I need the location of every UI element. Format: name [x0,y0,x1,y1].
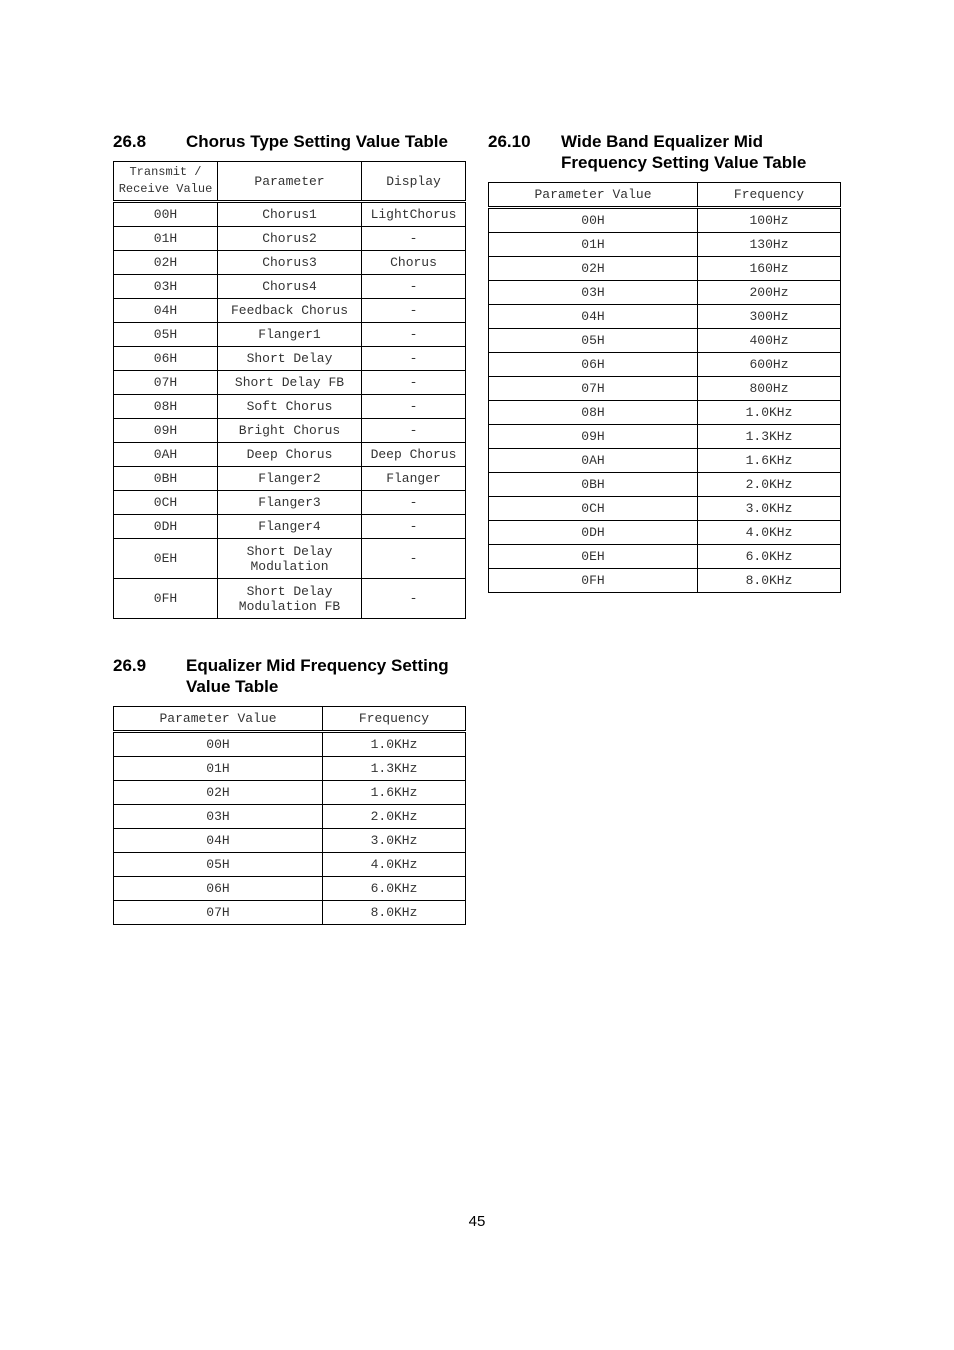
page-number: 45 [468,1213,486,1230]
frequency-cell: 1.3KHz [323,757,466,781]
frequency-cell: 3.0KHz [698,497,841,521]
table-row [114,299,466,323]
table-row [489,233,841,257]
value-cell: 07H [114,901,323,925]
table-row [114,579,466,619]
table-row [114,732,466,757]
frequency-cell: 6.0KHz [698,545,841,569]
frequency-cell: 1.3KHz [698,425,841,449]
wide-eq-section-heading [488,131,848,173]
value-cell: 05H [114,323,218,347]
frequency-cell: 6.0KHz [323,877,466,901]
table-row [114,901,466,925]
header-display: Display [362,162,466,202]
parameter-cell: Short Delay FB [218,371,362,395]
header-parameter-value: Parameter Value [489,183,698,208]
display-cell: - [362,395,466,419]
value-cell: 06H [114,347,218,371]
value-cell: 00H [489,208,698,233]
table-row [114,251,466,275]
table-row [489,329,841,353]
value-cell: 06H [114,877,323,901]
header-value-line1: Transmit / [129,165,202,179]
table-row [114,227,466,251]
value-cell: 0BH [114,467,218,491]
table-row [114,395,466,419]
value-cell: 08H [114,395,218,419]
section-title-line1: Equalizer Mid Frequency Setting [186,656,449,675]
table-row [489,473,841,497]
header-frequency: Frequency [323,707,466,732]
table-row [114,467,466,491]
parameter-cell: Deep Chorus [218,443,362,467]
section-title-line2: Value Table [186,677,279,696]
display-cell: - [362,347,466,371]
value-cell: 05H [489,329,698,353]
value-cell: 00H [114,202,218,227]
table-row [114,491,466,515]
value-cell: 03H [114,805,323,829]
display-cell: - [362,491,466,515]
frequency-cell: 1.0KHz [698,401,841,425]
table-row [489,305,841,329]
table-row [489,569,841,593]
parameter-cell: Feedback Chorus [218,299,362,323]
table-row [489,545,841,569]
parameter-line1: Short Delay [246,583,333,599]
chorus-section-heading [113,131,473,152]
table-row [114,853,466,877]
parameter-cell: Chorus4 [218,275,362,299]
value-cell: 07H [114,371,218,395]
table-row [114,829,466,853]
display-cell: - [362,579,466,619]
frequency-cell: 400Hz [698,329,841,353]
display-cell: - [362,371,466,395]
value-cell: 0FH [489,569,698,593]
table-row [114,419,466,443]
table-row [489,353,841,377]
display-cell: LightChorus [362,202,466,227]
value-cell: 0BH [489,473,698,497]
table-row [114,539,466,579]
header-parameter: Parameter [218,162,362,202]
table-row [489,377,841,401]
table-row [489,281,841,305]
table-row [114,757,466,781]
parameter-cell: Chorus3 [218,251,362,275]
display-cell: - [362,299,466,323]
eq-mid-frequency-table [113,706,466,925]
display-cell: - [362,419,466,443]
section-title-line2: Frequency Setting Value Table [561,153,807,172]
chorus-type-table [113,161,466,619]
parameter-cell: Bright Chorus [218,419,362,443]
section-number: 26.9 [113,656,147,675]
parameter-cell: Flanger4 [218,515,362,539]
value-cell: 06H [489,353,698,377]
display-cell: Flanger [362,467,466,491]
parameter-cell [218,579,362,619]
section-title [186,655,473,697]
frequency-cell: 2.0KHz [698,473,841,497]
parameter-cell: Flanger2 [218,467,362,491]
table-row [114,805,466,829]
frequency-cell: 1.6KHz [698,449,841,473]
display-cell: - [362,539,466,579]
display-cell: - [362,275,466,299]
table-row [489,208,841,233]
parameter-cell: Chorus2 [218,227,362,251]
frequency-cell: 130Hz [698,233,841,257]
value-cell: 0CH [114,491,218,515]
value-cell: 05H [114,853,323,877]
value-cell: 0EH [489,545,698,569]
section-title: Chorus Type Setting Value Table [186,132,448,151]
parameter-line2: Modulation [250,558,329,574]
value-cell: 04H [489,305,698,329]
table-row [489,401,841,425]
value-cell: 02H [114,781,323,805]
value-cell: 03H [489,281,698,305]
display-cell: Deep Chorus [362,443,466,467]
table-row [489,257,841,281]
value-cell: 0DH [114,515,218,539]
frequency-cell: 3.0KHz [323,829,466,853]
table-row [114,515,466,539]
value-cell: 0FH [114,579,218,619]
frequency-cell: 200Hz [698,281,841,305]
value-cell: 0DH [489,521,698,545]
value-cell: 04H [114,299,218,323]
table-row [114,202,466,227]
table-row [114,323,466,347]
value-cell: 07H [489,377,698,401]
wide-eq-frequency-table [488,182,841,593]
display-cell: - [362,227,466,251]
frequency-cell: 4.0KHz [698,521,841,545]
table-row [114,781,466,805]
value-cell: 04H [114,829,323,853]
table-row [489,497,841,521]
frequency-cell: 600Hz [698,353,841,377]
header-value [114,162,218,202]
parameter-cell: Flanger3 [218,491,362,515]
value-cell: 09H [489,425,698,449]
value-cell: 01H [489,233,698,257]
section-title-line1: Wide Band Equalizer Mid [561,132,763,151]
display-cell: - [362,515,466,539]
frequency-cell: 8.0KHz [698,569,841,593]
value-cell: 01H [114,757,323,781]
table-row [114,877,466,901]
section-number: 26.8 [113,132,147,151]
table-row [489,425,841,449]
table-row [489,449,841,473]
value-cell: 02H [114,251,218,275]
value-cell: 0CH [489,497,698,521]
table-row [114,347,466,371]
frequency-cell: 160Hz [698,257,841,281]
parameter-line1: Short Delay [246,543,333,559]
frequency-cell: 800Hz [698,377,841,401]
frequency-cell: 1.0KHz [323,732,466,757]
frequency-cell: 300Hz [698,305,841,329]
table-row [114,371,466,395]
value-cell: 01H [114,227,218,251]
parameter-cell [218,539,362,579]
parameter-cell: Short Delay [218,347,362,371]
value-cell: 0AH [489,449,698,473]
parameter-line2: Modulation FB [238,598,341,614]
frequency-cell: 2.0KHz [323,805,466,829]
section-title [561,131,848,173]
display-cell: - [362,323,466,347]
header-frequency: Frequency [698,183,841,208]
frequency-cell: 100Hz [698,208,841,233]
value-cell: 03H [114,275,218,299]
table-row [489,521,841,545]
table-row [114,443,466,467]
value-cell: 00H [114,732,323,757]
parameter-cell: Soft Chorus [218,395,362,419]
value-cell: 0EH [114,539,218,579]
frequency-cell: 1.6KHz [323,781,466,805]
parameter-cell: Chorus1 [218,202,362,227]
display-cell: Chorus [362,251,466,275]
value-cell: 0AH [114,443,218,467]
frequency-cell: 8.0KHz [323,901,466,925]
parameter-cell: Flanger1 [218,323,362,347]
header-value-line2: Receive Value [118,182,213,196]
section-number: 26.10 [488,132,531,151]
header-parameter-value: Parameter Value [114,707,323,732]
eq-mid-section-heading [113,655,473,697]
frequency-cell: 4.0KHz [323,853,466,877]
value-cell: 09H [114,419,218,443]
table-row [114,275,466,299]
value-cell: 02H [489,257,698,281]
value-cell: 08H [489,401,698,425]
